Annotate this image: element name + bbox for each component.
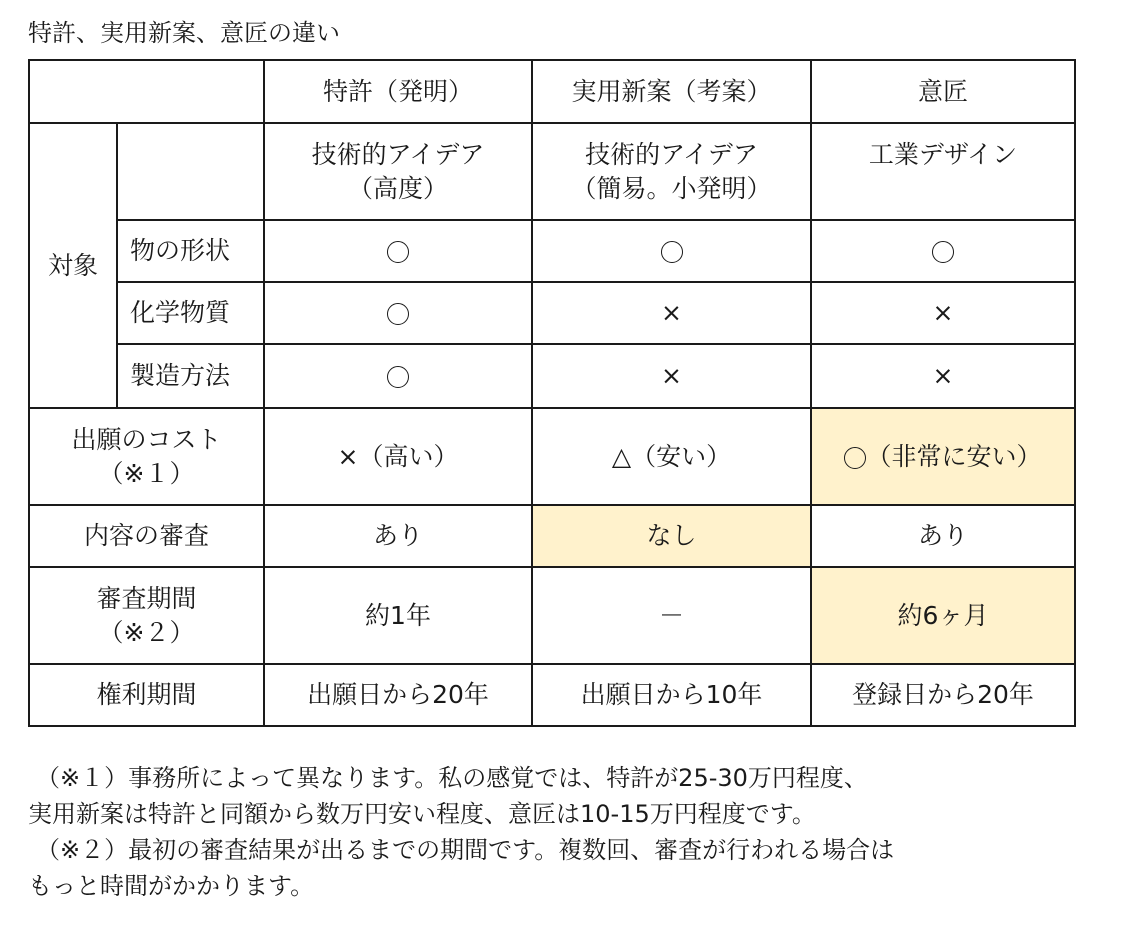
idea-patent-cell — [264, 123, 532, 220]
header-utility-model: 実用新案（考案） — [532, 60, 811, 123]
shape-design-cell — [811, 220, 1075, 282]
footnote-2-line2: もっと時間がかかります。 — [28, 872, 315, 900]
method-patent-cell — [264, 344, 532, 408]
chemical-patent-cell — [264, 282, 532, 344]
circle-mark — [387, 303, 409, 325]
review-patent: あり — [264, 505, 532, 567]
cost-label-cell — [29, 408, 264, 505]
idea-design-cell — [811, 123, 1075, 220]
circle-mark — [844, 447, 866, 469]
cost-utility: △（安い） — [532, 408, 811, 505]
idea-utility-line1: 技術的アイデア — [585, 140, 758, 169]
review-utility: なし — [532, 505, 811, 567]
circle-mark — [661, 241, 683, 263]
circle-mark — [387, 241, 409, 263]
shape-label: 物の形状 — [117, 220, 264, 282]
footnote-2-line1: （※２）最初の審査結果が出るまでの期間です。複数回、審査が行われる場合は — [36, 836, 895, 864]
shape-patent-cell — [264, 220, 532, 282]
header-row — [29, 60, 1075, 123]
rights-design: 登録日から20年 — [811, 664, 1075, 726]
period-label-line1: 審査期間 — [96, 583, 197, 613]
circle-mark — [932, 241, 954, 263]
period-label-line2: （※２） — [98, 617, 195, 647]
review-design: あり — [811, 505, 1075, 567]
chemical-label: 化学物質 — [117, 282, 264, 344]
rights-patent: 出願日から20年 — [264, 664, 532, 726]
method-design-mark: × — [811, 344, 1075, 408]
footnote-1-line2: 実用新案は特許と同額から数万円安い程度、意匠は10-15万円程度です。 — [28, 800, 816, 828]
header-design: 意匠 — [811, 60, 1075, 123]
chemical-utility-mark: × — [532, 282, 811, 344]
cost-label-line1: 出願のコスト — [71, 424, 222, 454]
method-label: 製造方法 — [117, 344, 264, 408]
corner-cell — [29, 60, 264, 123]
rights-utility: 出願日から10年 — [532, 664, 811, 726]
shape-utility-cell — [532, 220, 811, 282]
idea-sublabel-empty — [117, 123, 264, 220]
footnotes — [28, 760, 894, 904]
cost-row — [29, 408, 1075, 505]
period-row — [29, 567, 1075, 664]
chemical-row — [29, 282, 1075, 344]
target-label: 対象 — [29, 123, 117, 408]
idea-patent-line2: （高度） — [347, 174, 448, 203]
header-patent: 特許（発明） — [264, 60, 532, 123]
period-patent: 約1年 — [264, 567, 532, 664]
idea-patent-line1: 技術的アイデア — [311, 140, 485, 169]
chemical-design-mark: × — [811, 282, 1075, 344]
circle-mark — [387, 366, 409, 388]
idea-utility-cell — [532, 123, 811, 220]
shape-row — [29, 220, 1075, 282]
rights-row — [29, 664, 1075, 726]
rights-label: 権利期間 — [29, 664, 264, 726]
idea-utility-line2: （簡易。小発明） — [571, 174, 772, 203]
method-row — [29, 344, 1075, 408]
cost-design-text: （非常に安い） — [866, 441, 1042, 471]
review-label: 内容の審査 — [29, 505, 264, 567]
method-utility-mark: × — [532, 344, 811, 408]
cost-label-line2: （※１） — [98, 458, 195, 488]
review-row — [29, 505, 1075, 567]
comparison-table — [28, 59, 1076, 727]
period-design: 約6ヶ月 — [811, 567, 1075, 664]
footnote-1-line1: （※１）事務所によって異なります。私の感覚では、特許が25-30万円程度、 — [36, 764, 868, 792]
period-utility: － — [532, 567, 811, 664]
cost-design-cell — [811, 408, 1075, 505]
cost-patent: ×（高い） — [264, 408, 532, 505]
page-title: 特許、実用新案、意匠の違い — [28, 19, 340, 47]
idea-row — [29, 123, 1075, 220]
idea-design-line1: 工業デザイン — [868, 140, 1018, 169]
period-label-cell — [29, 567, 264, 664]
